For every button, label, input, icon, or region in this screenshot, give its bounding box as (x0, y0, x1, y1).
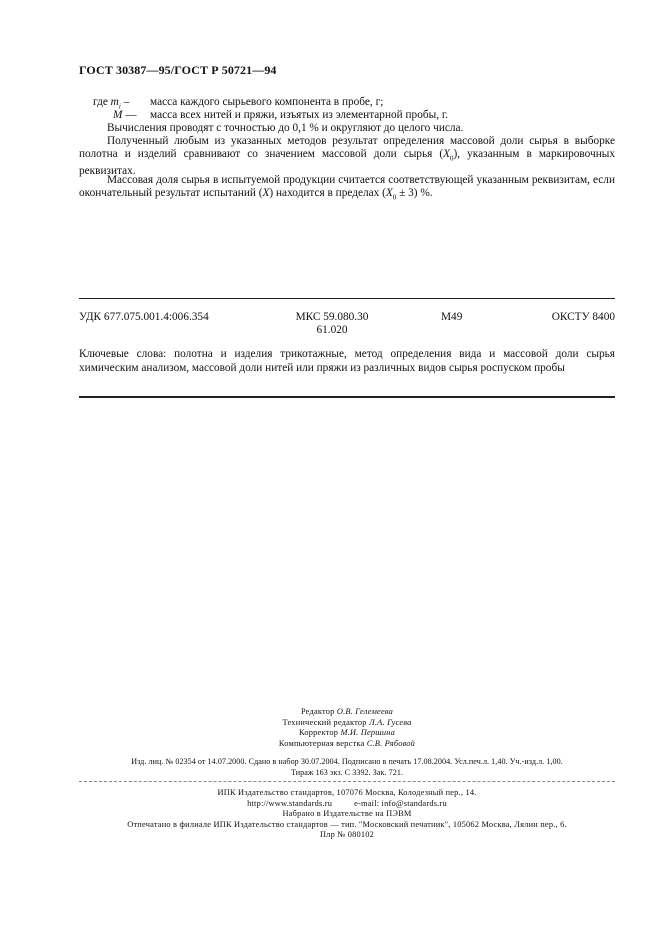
symbol-subscript: 0 (392, 193, 397, 202)
layout-label: Компьютерная верстка (278, 738, 367, 748)
editor-line (79, 707, 615, 718)
corrector-name: М.И. Першина (340, 728, 395, 738)
paragraph-comparison (79, 135, 615, 178)
definition-term (93, 109, 150, 122)
symbol-x: X (385, 187, 393, 199)
typeset-line: Набрано в Издательстве на ПЭВМ (282, 809, 412, 819)
standard-group-code: М49 (441, 311, 463, 323)
layout-line (79, 739, 615, 750)
mks-code-line-2: 61.020 (316, 324, 348, 336)
definition-row-M (93, 109, 613, 122)
udk-code: УДК 677.075.001.4:006.354 (79, 311, 209, 323)
editor-label: Редактор (300, 707, 337, 716)
publisher-line: ИПК Издательство стандартов, 107076 Москва, Колодезный пер., 14. (217, 788, 477, 797)
divider-top (79, 298, 615, 299)
definition-prefix: где (93, 96, 111, 108)
corrector-line (79, 728, 615, 739)
imprint-divider (79, 781, 615, 782)
contacts-line (79, 799, 615, 810)
layout-name: С.В. Рябовой (366, 738, 416, 748)
email-link[interactable]: e-mail: info@standards.ru (354, 798, 447, 808)
paragraph-conformity (79, 174, 615, 204)
definition-symbol: M (113, 109, 123, 121)
paragraph-text: Массовая доля сырья в испытуемой продукции считается соответствующей указанным реквизитам, если окончательный результат испытаний ( (79, 174, 615, 199)
definition-text: масса всех нитей и пряжи, изъятых из элементарной пробы, г. (150, 109, 449, 121)
website-link[interactable]: http://www.standards.ru (247, 798, 333, 808)
definition-symbol: m (110, 96, 119, 108)
tech-editor-name: Л.А. Гусева (369, 717, 412, 727)
mks-code-line-1: МКС 59.080.30 (295, 311, 369, 323)
imprint-editors (79, 707, 615, 749)
tech-editor-line (79, 718, 615, 729)
tech-editor-label: Технический редактор (282, 717, 369, 727)
imprint-license (79, 757, 615, 778)
keywords-paragraph: Ключевые слова: полотна и изделия трикотажные, метод определения вида и массовой доли сырья химическим анализом, массовой доли нитей или пряжи из различных видов сырья роспуском пробы (79, 348, 615, 374)
paragraph-text: ) находится в пределах ( (269, 187, 386, 199)
definition-dash: — (122, 109, 137, 121)
mks-code (290, 311, 374, 337)
printed-line: Отпечатано в филиале ИПК Издательство стандартов — тип. "Московский печатник", 105062 Москва, Лялин пер., 6. (127, 819, 567, 829)
plr-line: Плр № 080102 (319, 830, 375, 840)
print-run-line: Тираж 163 экз. С 3392. Зак. 721. (290, 767, 404, 777)
paragraph-text: ), указанным в маркировочных реквизитах. (79, 148, 616, 178)
okstu-code: ОКСТУ 8400 (551, 311, 615, 323)
document-header: ГОСТ 30387—95/ГОСТ Р 50721—94 (79, 63, 277, 77)
definition-dash: – (120, 96, 130, 108)
symbol-x: X (262, 187, 270, 199)
divider-bottom (79, 396, 615, 398)
paragraph-text: Полученный любым из указанных методов результат определения массовой доли сырья в выборке полотна и изделий сравнивают со значением массовой доли сырья ( (79, 135, 615, 160)
symbol-subscript: 0 (450, 154, 454, 163)
definition-subscript: i (118, 102, 121, 111)
license-line: Изд. лиц. № 02354 от 14.07.2000. Сдано в набор 30.07.2004. Подписано в печать 17.08.2004. Усл.печ.л. 1,40. Уч.-изд.л. 1,00. (131, 757, 563, 766)
corrector-label: Корректор (299, 728, 341, 738)
editor-name: О.В. Гелемеева (336, 707, 394, 716)
symbol-x: X (443, 148, 451, 160)
paragraph-precision: Вычисления проводят с точностью до 0,1 % и округляют до целого числа. (107, 122, 464, 134)
paragraph-text: ± 3) %. (396, 187, 433, 199)
imprint-publisher (79, 788, 615, 841)
definition-text: масса каждого сырьевого компонента в пробе, г; (150, 96, 384, 108)
